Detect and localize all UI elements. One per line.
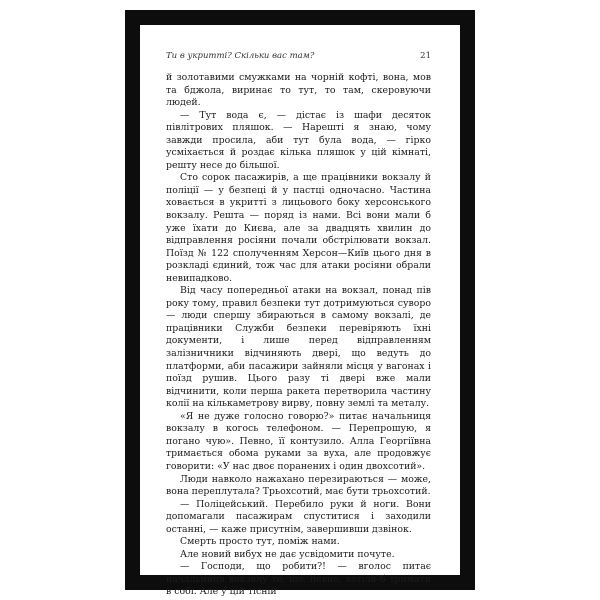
- paragraph: Сто сорок пасажирів, а ще працівники вокзалу й поліції — у безпеці й у пастці одночасно. Частина ховається в укритті з лицьового боку херсонського вокзалу. Решта — поряд із нами. Всі вони мали б уже їхати до Києва, але за двадцять хвилин до відправлення росіяни почали обстрілювати вокзал. Поїзд № 122 сполученням Херсон—Київ цього дня в розкладі єдиний, тож час для атаки росіяни обрали невипадково.: [166, 172, 431, 284]
- paragraph: й золотавими смужками на чорній кофті, вона, мов та бджола, виринає то тут, то там, скеровуючи людей.: [166, 72, 431, 109]
- book-page: [140, 25, 460, 598]
- paragraph: Люди навколо нажахано перезираються — може, вона переплутала? Трьохсотий, має бути трьохсотий.: [166, 473, 431, 498]
- page-number: 21: [420, 51, 431, 61]
- running-head: [166, 51, 431, 63]
- body-text: [166, 72, 431, 599]
- paragraph: «Я не дуже голосно говорю?» питає начальниця вокзалу в когось телефоном. — Перепрошую, я погано чую». Певно, її контузило. Алла Георгіївна тримається обома руками за вуха, але продовжує говорити: «У нас двоє поранених і один двохсотий».: [166, 410, 431, 472]
- paragraph: Але новий вибух не дає усвідомити почуте.: [180, 548, 395, 560]
- paragraph: — Господи, що робити?! — вголос питає начальниця вокзалу те, що, певно, хотіла б тримати в собі. Але у цій тісній: [166, 561, 431, 598]
- paragraph: — Тут вода є, — дістає із шафи десяток півлітрових пляшок. — Нарешті я знаю, чому завжди просила, аби тут була вода, — гірко усміхається й роздає кілька пляшок у цій кімнаті, решту несе до більшої.: [166, 109, 431, 171]
- paragraph: Від часу попередньої атаки на вокзал, понад пів року тому, правил безпеки тут дотримуються суворо — люди спершу збираються в самому вокзалі, де працівники Служби безпеки перевіряють їхні документи, і лише перед відправленням залізничники відчиняють двері, що ведуть до платформи, аби пасажири зайняли місця у вагонах і поїзд рушив. Цього разу ті двері вже мали відчинити, коли перша ракета перетворила частину колії на кількаметрову вирву, повну землі та металу.: [166, 285, 431, 410]
- paragraph: Смерть просто тут, поміж нами.: [180, 536, 340, 548]
- paragraph: — Поліцейський. Перебило руки й ноги. Вони допомагали пасажирам спуститися і заходили останні, — каже присутнім, завершивши дзвінок.: [166, 498, 431, 535]
- running-head-title: Ти в укритті? Скільки вас там?: [166, 51, 315, 61]
